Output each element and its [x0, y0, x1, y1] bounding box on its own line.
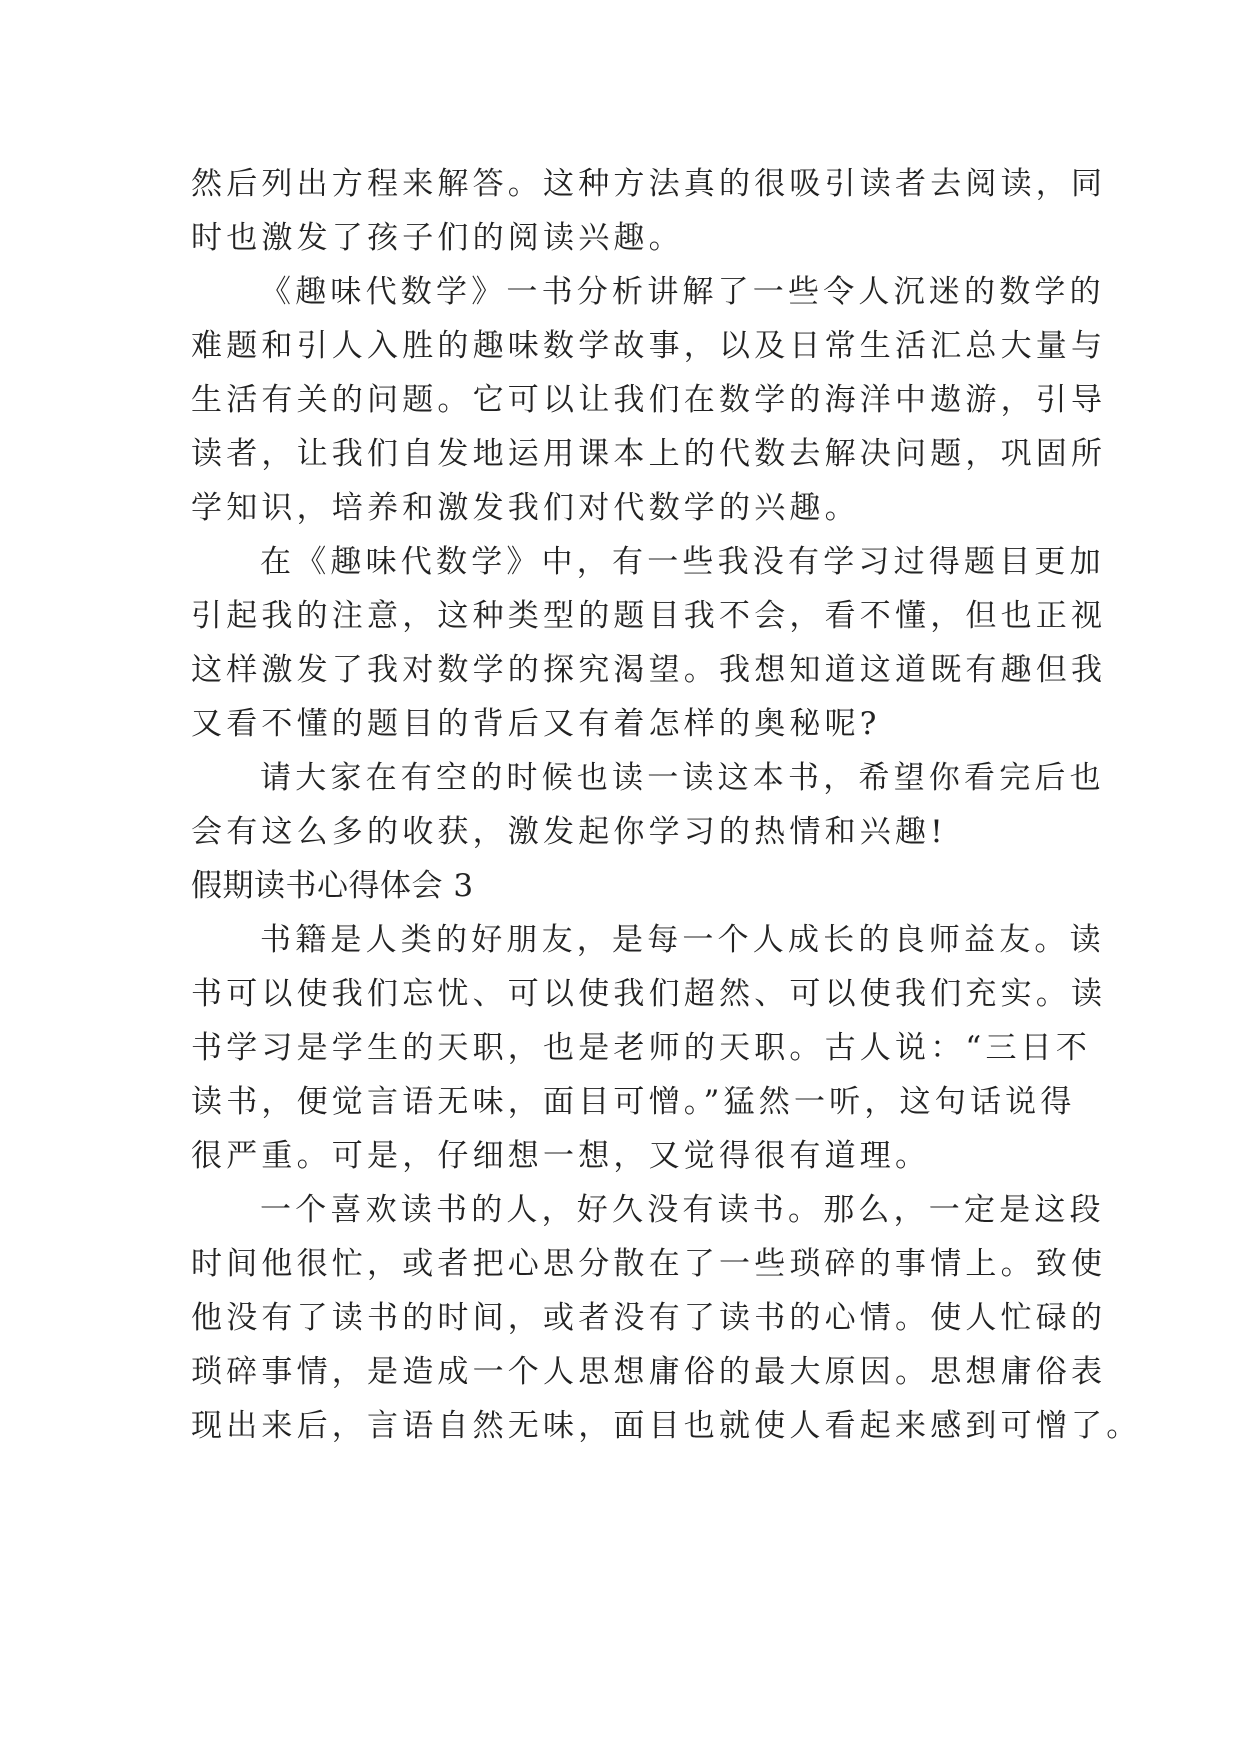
paragraph-start-line: 《趣味代数学》一书分析讲解了一些令人沉迷的数学的	[260, 274, 1105, 310]
text-line: 然后列出方程来解答。这种方法真的很吸引读者去阅读，同	[191, 166, 1107, 202]
paragraph-start-line: 一个喜欢读书的人，好久没有读书。那么，一定是这段	[260, 1192, 1105, 1228]
text-line: 很严重。可是，仔细想一想，又觉得很有道理。	[191, 1138, 931, 1174]
text-line: 又看不懂的题目的背后又有着怎样的奥秘呢?	[191, 706, 881, 742]
text-line: 难题和引人入胜的趣味数学故事，以及日常生活汇总大量与	[191, 328, 1107, 364]
text-line: 书可以使我们忘忧、可以使我们超然、可以使我们充实。读	[191, 976, 1107, 1012]
section-heading: 假期读书心得体会 3	[191, 868, 474, 904]
paragraph-start-line: 请大家在有空的时候也读一读这本书，希望你看完后也	[260, 760, 1105, 796]
text-line: 引起我的注意，这种类型的题目我不会，看不懂，但也正视	[191, 598, 1107, 634]
text-line: 生活有关的问题。它可以让我们在数学的海洋中遨游，引导	[191, 382, 1107, 418]
text-line: 读书，便觉言语无味，面目可憎。”猛然一听，这句话说得	[191, 1084, 1076, 1120]
text-line: 这样激发了我对数学的探究渴望。我想知道这道既有趣但我	[191, 652, 1107, 688]
text-line: 琐碎事情，是造成一个人思想庸俗的最大原因。思想庸俗表	[191, 1354, 1107, 1390]
text-line: 读者，让我们自发地运用课本上的代数去解决问题，巩固所	[191, 436, 1107, 472]
text-line: 书学习是学生的天职，也是老师的天职。古人说：“三日不	[191, 1030, 1092, 1066]
text-line: 会有这么多的收获，激发起你学习的热情和兴趣!	[191, 814, 947, 850]
text-line: 时间他很忙，或者把心思分散在了一些琐碎的事情上。致使	[191, 1246, 1107, 1282]
text-line: 现出来后，言语自然无味，面目也就使人看起来感到可憎了。	[191, 1408, 1142, 1444]
paragraph-start-line: 书籍是人类的好朋友，是每一个人成长的良师益友。读	[260, 922, 1105, 958]
text-line: 时也激发了孩子们的阅读兴趣。	[191, 220, 684, 256]
text-line: 学知识，培养和激发我们对代数学的兴趣。	[191, 490, 860, 526]
text-line: 他没有了读书的时间，或者没有了读书的心情。使人忙碌的	[191, 1300, 1107, 1336]
paragraph-start-line: 在《趣味代数学》中，有一些我没有学习过得题目更加	[260, 544, 1105, 580]
document-body	[191, 157, 1142, 1453]
